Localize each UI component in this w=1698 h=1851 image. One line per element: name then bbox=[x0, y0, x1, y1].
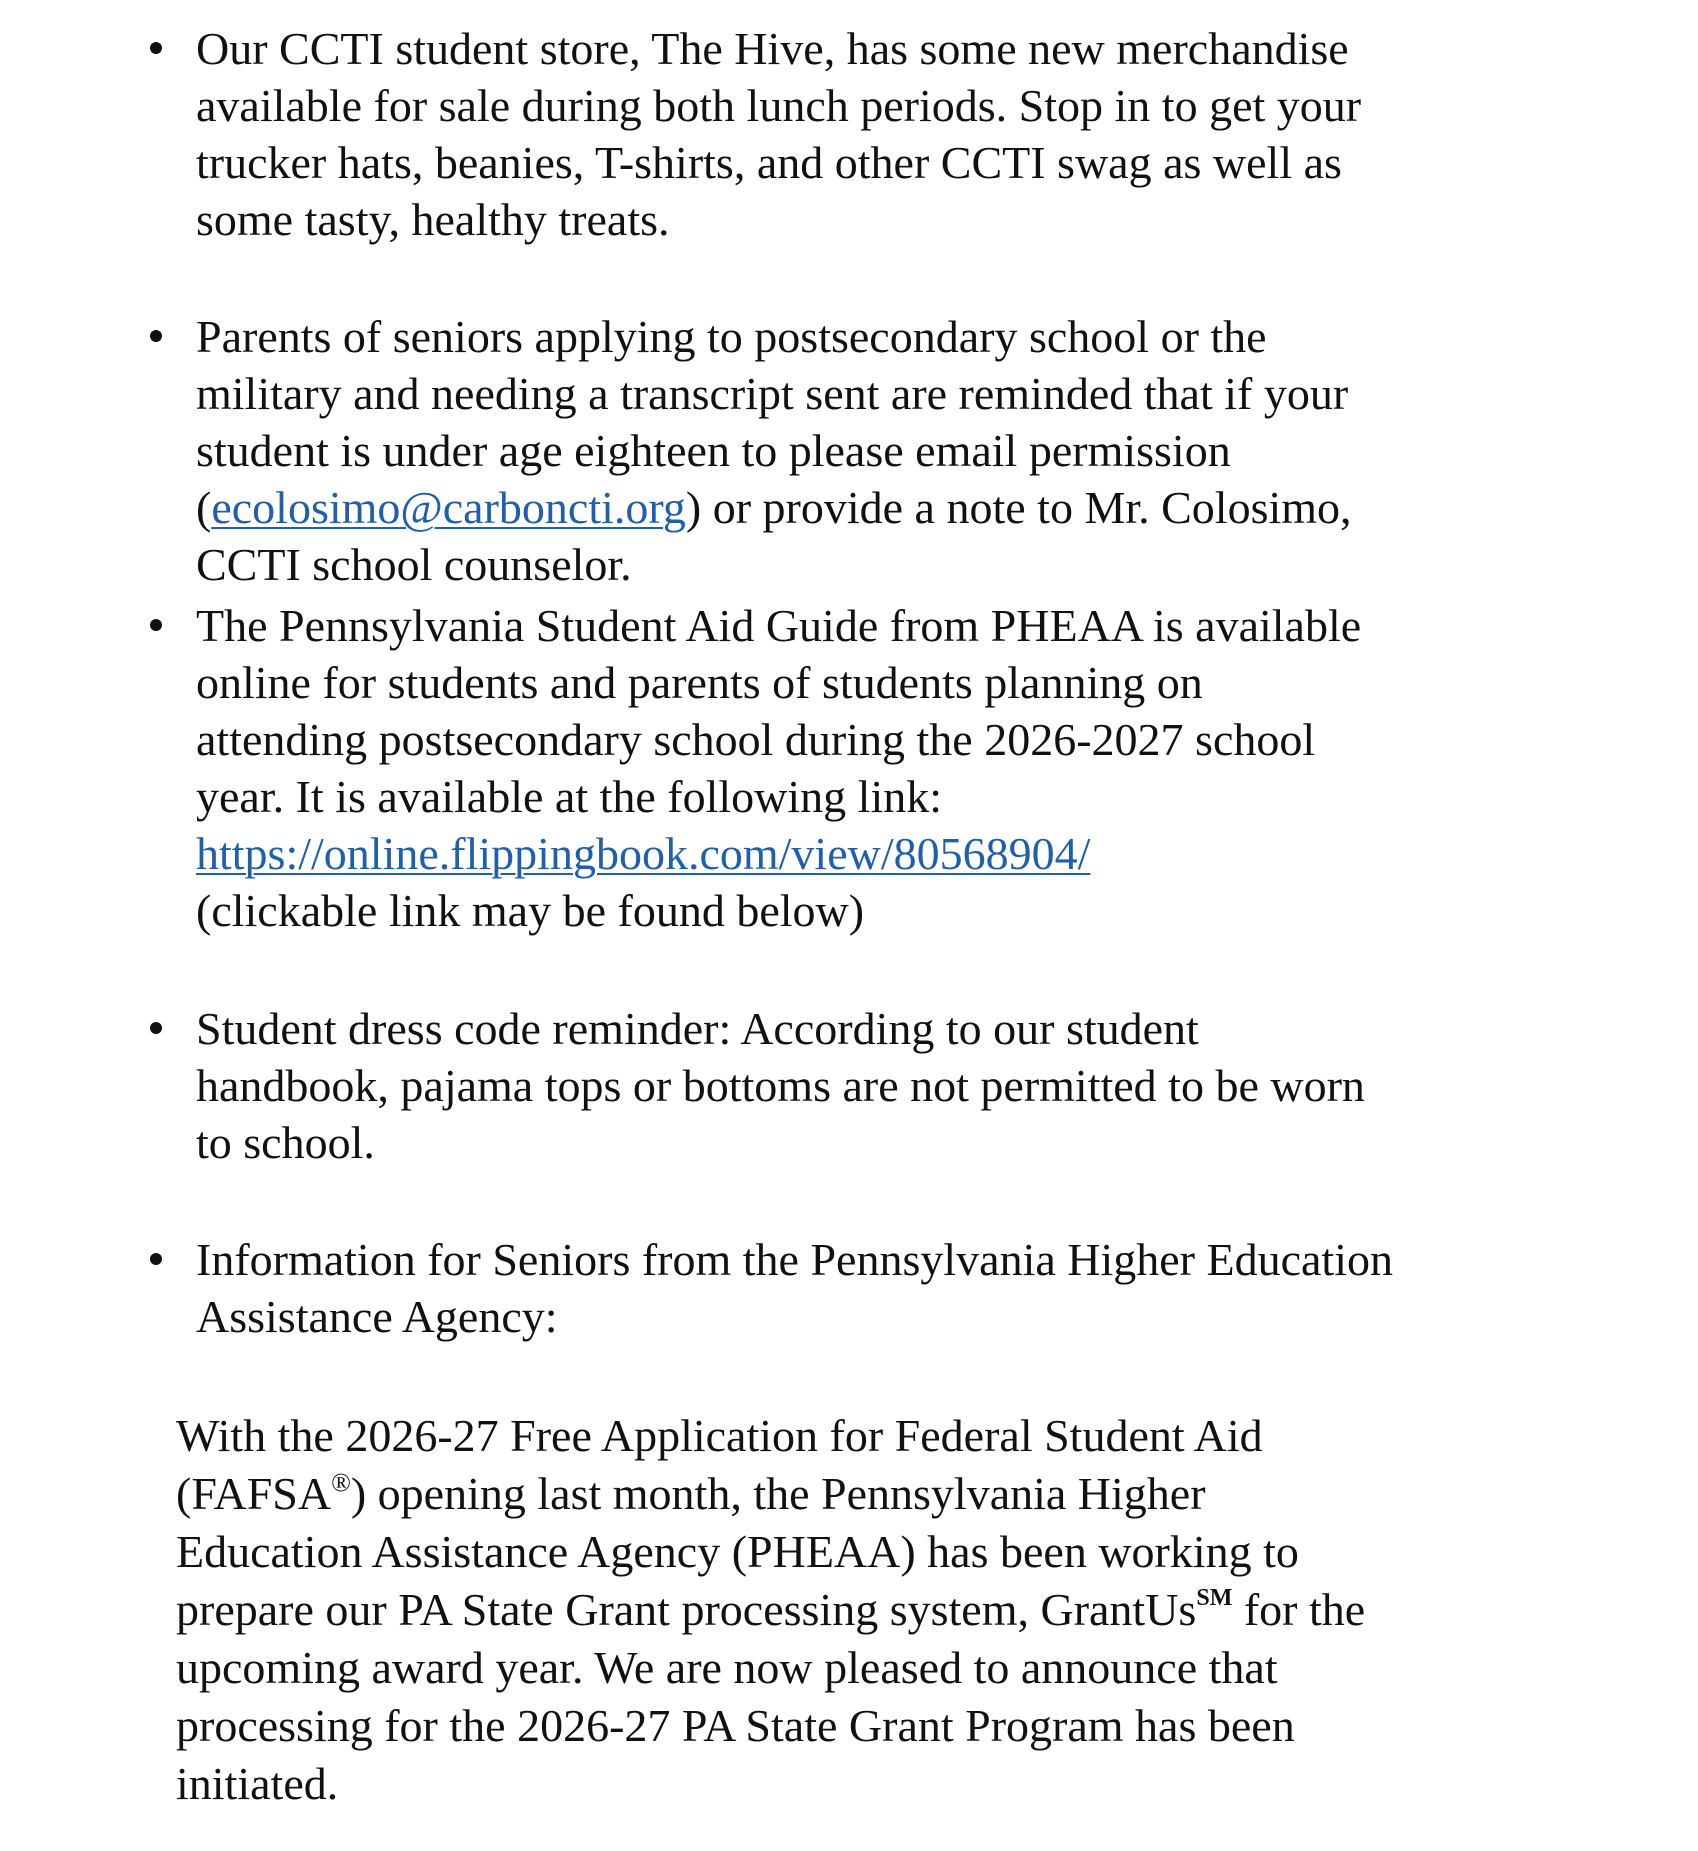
transcript-line-3: student is under age eighteen to please email permission bbox=[196, 425, 1231, 476]
list-item-pheaa-guide bbox=[150, 597, 1570, 939]
guide-line-4: year. It is available at the following link: bbox=[196, 771, 943, 822]
transcript-line-2: military and needing a transcript sent are reminded that if your bbox=[196, 368, 1349, 419]
guide-url-line bbox=[196, 825, 1570, 882]
seniors-line-1: Information for Seniors from the Pennsylvania Higher Education bbox=[196, 1234, 1393, 1285]
guide-line-1: The Pennsylvania Student Aid Guide from PHEAA is available bbox=[196, 600, 1362, 651]
grant-line-4-b: for the bbox=[1232, 1584, 1366, 1635]
hive-line-1: Our CCTI student store, The Hive, has some new merchandise bbox=[196, 23, 1349, 74]
transcript-line-5: CCTI school counselor. bbox=[196, 539, 632, 590]
guide-line-3: attending postsecondary school during the 2026-2027 school bbox=[196, 714, 1316, 765]
transcript-line-4 bbox=[196, 479, 1570, 536]
grant-line-6: processing for the 2026-27 PA State Grant Program has been bbox=[176, 1700, 1295, 1751]
email-link[interactable]: ecolosimo@carboncti.org bbox=[211, 482, 686, 533]
registered-mark: ® bbox=[331, 1468, 351, 1497]
grant-line-7: initiated. bbox=[176, 1758, 339, 1809]
grant-line-4 bbox=[176, 1581, 1576, 1639]
bullet-icon bbox=[150, 1022, 162, 1034]
dress-line-2: handbook, pajama tops or bottoms are not permitted to be worn bbox=[196, 1060, 1365, 1111]
hive-line-2: available for sale during both lunch periods. Stop in to get your bbox=[196, 80, 1362, 131]
grant-line-1: With the 2026-27 Free Application for Federal Student Aid bbox=[176, 1410, 1263, 1461]
list-item-dress-code bbox=[150, 1000, 1570, 1171]
grant-line-3: Education Assistance Agency (PHEAA) has been working to bbox=[176, 1526, 1299, 1577]
guide-line-2: online for students and parents of students planning on bbox=[196, 657, 1203, 708]
bullet-icon bbox=[150, 42, 162, 54]
grant-line-4-a: prepare our PA State Grant processing system, GrantUs bbox=[176, 1584, 1197, 1635]
seniors-line-2: Assistance Agency: bbox=[196, 1291, 558, 1342]
transcript-line-4-rest: ) or provide a note to Mr. Colosimo, bbox=[685, 482, 1352, 533]
list-item-seniors-info bbox=[150, 1231, 1570, 1345]
hive-line-4: some tasty, healthy treats. bbox=[196, 194, 670, 245]
flippingbook-link[interactable]: https://online.flippingbook.com/view/80568904/ bbox=[196, 828, 1091, 879]
bullet-icon bbox=[150, 330, 162, 342]
list-item-hive bbox=[150, 20, 1570, 248]
bullet-icon bbox=[150, 1253, 162, 1265]
grant-line-2-a: (FAFSA bbox=[176, 1468, 332, 1519]
grant-line-2 bbox=[176, 1465, 1576, 1523]
grant-line-5: upcoming award year. We are now pleased to announce that bbox=[176, 1642, 1278, 1693]
dress-line-1: Student dress code reminder: According to our student bbox=[196, 1003, 1199, 1054]
service-mark: SM bbox=[1196, 1585, 1233, 1611]
bullet-icon bbox=[150, 619, 162, 631]
grant-line-2-b: ) opening last month, the Pennsylvania Higher bbox=[350, 1468, 1206, 1519]
guide-line-6: (clickable link may be found below) bbox=[196, 885, 865, 936]
paren-open: ( bbox=[196, 482, 212, 533]
list-item-transcript bbox=[150, 308, 1570, 593]
dress-line-3: to school. bbox=[196, 1117, 375, 1168]
transcript-line-1: Parents of seniors applying to postsecondary school or the bbox=[196, 311, 1267, 362]
hive-line-3: trucker hats, beanies, T-shirts, and other CCTI swag as well as bbox=[196, 137, 1342, 188]
grant-paragraph bbox=[176, 1407, 1576, 1813]
